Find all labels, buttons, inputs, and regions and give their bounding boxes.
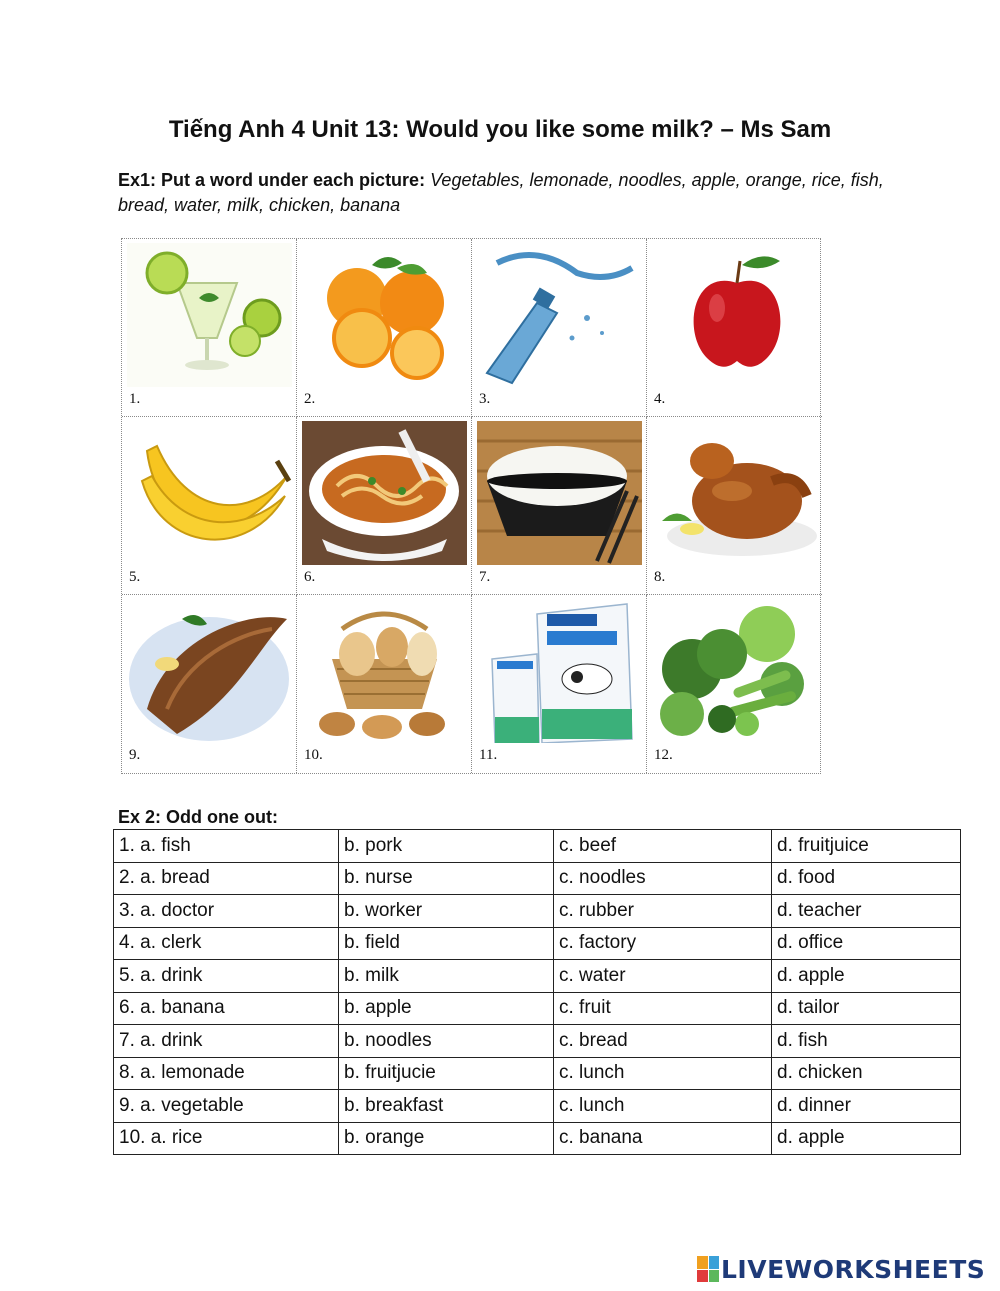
picture-cell-2 [297,239,472,417]
option-cell: c. lunch [554,1057,772,1090]
orange-icon [302,243,467,387]
option-cell: 7. a. drink [114,1025,339,1058]
picture-number: 10. [304,747,323,763]
picture-cell-12 [647,595,822,773]
banana-icon [127,421,292,565]
option-cell: b. nurse [339,862,554,895]
picture-cell-3 [472,239,647,417]
table-row [114,862,961,895]
option-cell: c. beef [554,830,772,863]
option-cell: d. tailor [772,992,961,1025]
picture-cell-1 [122,239,297,417]
option-cell: c. fruit [554,992,772,1025]
table-row [114,960,961,993]
picture-cell-8 [647,417,822,595]
option-cell: d. teacher [772,895,961,928]
option-cell: c. lunch [554,1090,772,1123]
picture-cell-9 [122,595,297,773]
picture-cell-7 [472,417,647,595]
option-cell: b. orange [339,1122,554,1155]
option-cell: d. dinner [772,1090,961,1123]
picture-number: 2. [304,391,316,407]
option-cell: c. water [554,960,772,993]
ex2-heading: Ex 2: Odd one out: [118,807,278,827]
option-cell: c. rubber [554,895,772,928]
option-cell: c. banana [554,1122,772,1155]
option-cell: 4. a. clerk [114,927,339,960]
option-cell: 6. a. banana [114,992,339,1025]
option-cell: 2. a. bread [114,862,339,895]
picture-number: 6. [304,569,316,585]
logo-square [709,1270,720,1283]
picture-cell-5 [122,417,297,595]
page-title: Tiếng Anh 4 Unit 13: Would you like some milk? – Ms Sam [168,116,832,143]
picture-cell-11 [472,595,647,773]
milk-carton-icon [477,599,642,743]
table-row [114,895,961,928]
apple-icon [652,243,817,387]
rice-icon [477,421,642,565]
picture-number: 5. [129,569,141,585]
picture-cell-10 [297,595,472,773]
ex1-heading: Ex1: Put a word under each picture: [118,170,426,190]
water-bottle-icon [477,243,642,387]
option-cell: c. bread [554,1025,772,1058]
option-cell: d. chicken [772,1057,961,1090]
table-row [114,992,961,1025]
logo-text: LIVEWORKSHEETS [721,1254,986,1284]
table-row [114,1122,961,1155]
option-cell: 5. a. drink [114,960,339,993]
option-cell: d. apple [772,1122,961,1155]
option-cell: 10. a. rice [114,1122,339,1155]
picture-number: 4. [654,391,666,407]
picture-number: 8. [654,569,666,585]
noodles-icon [302,421,467,565]
option-cell: b. noodles [339,1025,554,1058]
picture-number: 12. [654,747,673,763]
picture-number: 7. [479,569,491,585]
ex1-instructions [118,168,898,218]
option-cell: d. fish [772,1025,961,1058]
table-row [114,830,961,863]
option-cell: b. pork [339,830,554,863]
odd-one-out-table [113,829,961,1155]
option-cell: b. breakfast [339,1090,554,1123]
option-cell: 1. a. fish [114,830,339,863]
lemonade-icon [127,243,292,387]
picture-number: 9. [129,747,141,763]
liveworksheets-logo [697,1254,985,1284]
option-cell: 8. a. lemonade [114,1057,339,1090]
logo-mark-icon [697,1256,719,1282]
option-cell: 9. a. vegetable [114,1090,339,1123]
option-cell: d. food [772,862,961,895]
table-row [114,927,961,960]
option-cell: b. apple [339,992,554,1025]
option-cell: d. office [772,927,961,960]
picture-cell-4 [647,239,822,417]
option-cell: d. fruitjuice [772,830,961,863]
ex1-word-list: Vegetables, lemonade, noodles, apple, orange, rice, fish, bread, water, milk, chicken, banana [118,170,884,215]
option-cell: 3. a. doctor [114,895,339,928]
option-cell: b. worker [339,895,554,928]
picture-number: 3. [479,391,491,407]
option-cell: b. fruitjucie [339,1057,554,1090]
table-row [114,1057,961,1090]
table-row [114,1025,961,1058]
option-cell: d. apple [772,960,961,993]
option-cell: b. field [339,927,554,960]
logo-square [697,1270,708,1283]
chicken-icon [652,421,817,565]
picture-cell-6 [297,417,472,595]
picture-grid [121,238,821,774]
logo-square [709,1256,720,1269]
bread-icon [302,599,467,743]
option-cell: c. factory [554,927,772,960]
fish-icon [127,599,292,743]
vegetables-icon [652,599,817,743]
table-row [114,1090,961,1123]
logo-square [697,1256,708,1269]
option-cell: c. noodles [554,862,772,895]
picture-number: 1. [129,391,141,407]
picture-number: 11. [479,747,498,763]
option-cell: b. milk [339,960,554,993]
